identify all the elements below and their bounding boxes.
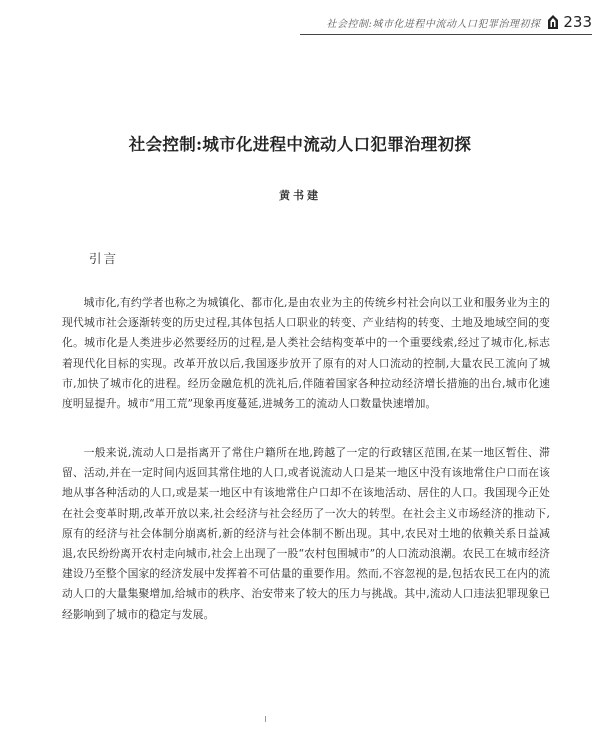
article-title: 社会控制:城市化进程中流动人口犯罪治理初探 — [128, 135, 472, 154]
scan-artifact-mark — [265, 716, 266, 722]
publisher-logo-icon — [546, 14, 560, 30]
article-author: 黄书建 — [279, 189, 321, 202]
section-heading-introduction: 引言 — [89, 251, 119, 266]
running-header — [300, 10, 592, 35]
body-paragraph: 城市化,有约学者也称之为城镇化、都市化,是由农业为主的传统乡村社会向以工业和服务业为主的现代城市社会逐渐转变的历史过程,其体包括人口职业的转变、产业结构的转变、土地及地域空间的变化。城市化是人类进步必然要经历的过程,是人类社会结构变革中的一个重要线索,经过了城市化,标志着现代化目标的实现。改革开放以后,我国逐步放开了原有的对人口流动的控制,大量农民工流向了城市,加快了城市化的进程。经历金融危机的洗礼后,伴随着国家各种拉动经济增长措施的出台,城市化速度明显提升。城市“用工荒”现象再度蔓延,进城务工的流动人口数量快速增加。 — [62, 296, 550, 411]
page-number: 233 — [563, 13, 592, 31]
running-header-title: 社会控制:城市化进程中流动人口犯罪治理初探 — [326, 18, 541, 30]
body-paragraph: 一般来说,流动人口是指离开了常住户籍所在地,跨越了一定的行政辖区范围,在某一地区暂住、滞留、活动,并在一定时间内返回其常住地的人口,或者说流动人口是某一地区中没有该地常住户口而在该地从事各种活动的人口,或是某一地区中有该地常住户口却不在该地活动、居住的人口。我国现今正处在社会变革时期,改革开放以来,社会经济与社会经历了一次大的转型。在社会主义市场经济的推动下,原有的经济与社会体制分崩离析,新的经济与社会体制不断出现。其中,农民对土地的依赖关系日益减退,农民纷纷离开农村走向城市,社会上出现了一股“农村包围城市”的人口流动浪潮。农民工在城市经济建设乃至整个国家的经济发展中发挥着不可估量的重要作用。然而,不容忽视的是,包括农民工在内的流动人口的大量集聚增加,给城市的秩序、治安带来了较大的压力与挑战。其中,流动人口违法犯罪现象已经影响到了城市的稳定与发展。 — [62, 446, 550, 621]
